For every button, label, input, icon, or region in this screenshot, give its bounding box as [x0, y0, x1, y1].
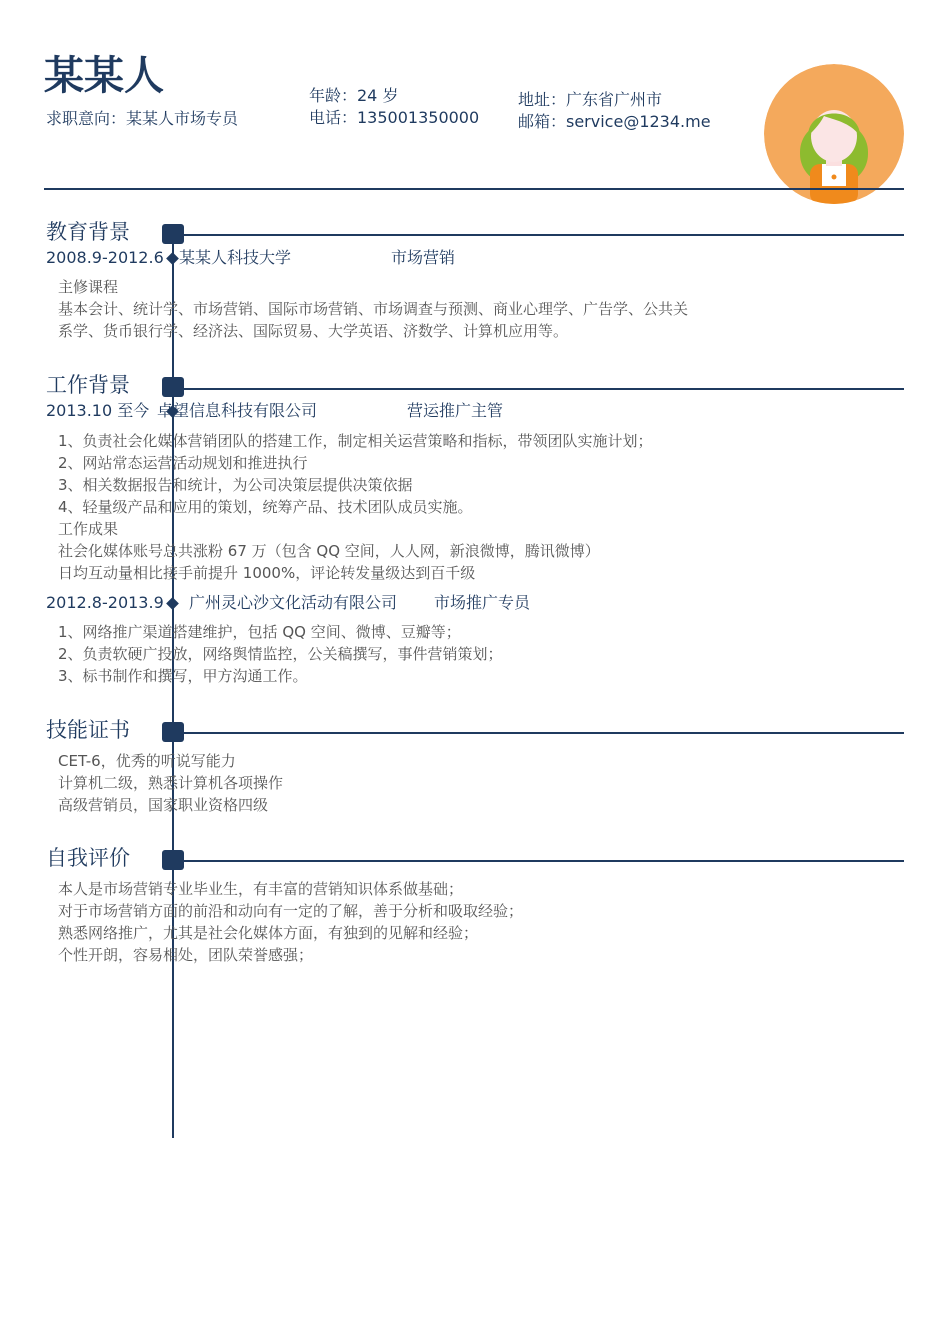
- job1-line: 工作成果: [58, 520, 119, 538]
- section-title-work: 工作背景: [46, 373, 130, 397]
- section-title-skills: 技能证书: [46, 718, 130, 742]
- job2-details: [58, 621, 503, 687]
- job2-line: 1、网络推广渠道搭建维护，包括 QQ 空间、微博、豆瓣等；: [58, 623, 461, 641]
- job1-company: 卓望信息科技有限公司: [157, 401, 318, 420]
- section-divider: [184, 234, 904, 236]
- section-title-self-eval: 自我评价: [46, 846, 130, 870]
- job1-line: 3、相关数据报告和统计，为公司决策层提供决策依据: [58, 476, 413, 494]
- job1-period: 2013.10 至今: [46, 401, 150, 420]
- section-marker: [162, 722, 184, 742]
- section-marker: [162, 850, 184, 870]
- skills-details: [58, 750, 283, 816]
- skill-line: CET-6，优秀的听说写能力: [58, 752, 236, 770]
- edu-line: 系学、货币银行学、经济法、国际贸易、大学英语、济数学、计算机应用等。: [58, 322, 569, 340]
- timeline-diamond: [166, 252, 179, 265]
- age-text: 年龄：24 岁: [309, 86, 399, 105]
- edu-details: [58, 276, 688, 342]
- job2-period: 2012.8-2013.9: [46, 593, 164, 612]
- header-divider: [44, 188, 904, 190]
- job1-line: 1、负责社会化媒体营销团队的搭建工作，制定相关运营策略和指标，带领团队实施计划；: [58, 432, 653, 450]
- job1-line: 4、轻量级产品和应用的策划，统筹产品、技术团队成员实施。: [58, 498, 473, 516]
- section-marker: [162, 224, 184, 244]
- timeline-diamond: [166, 597, 179, 610]
- section-divider: [184, 388, 904, 390]
- skill-line: 高级营销员，国家职业资格四级: [58, 796, 269, 814]
- self-eval-line: 熟悉网络推广，尤其是社会化媒体方面，有独到的见解和经验；: [58, 924, 479, 942]
- phone-text: 电话：135001350000: [309, 108, 480, 127]
- edu-line: 基本会计、统计学、市场营销、国际市场营销、市场调查与预测、商业心理学、广告学、公共关: [58, 300, 689, 318]
- edu-school: 某某人科技大学: [179, 248, 292, 267]
- section-divider: [184, 732, 904, 734]
- email-text: 邮箱：service@1234.me: [518, 112, 711, 131]
- job2-line: 2、负责软硬广投放，网络舆情监控，公关稿撰写，事件营销策划；: [58, 645, 503, 663]
- section-title-education: 教育背景: [46, 220, 130, 244]
- skill-line: 计算机二级，熟悉计算机各项操作: [58, 774, 284, 792]
- avatar: [764, 64, 904, 204]
- candidate-name: 某某人: [44, 53, 164, 99]
- self-eval-line: 本人是市场营销专业毕业生，有丰富的营销知识体系做基础；: [58, 880, 464, 898]
- job1-details: [58, 430, 653, 584]
- job2-line: 3、标书制作和撰写，甲方沟通工作。: [58, 667, 308, 685]
- section-divider: [184, 860, 904, 862]
- self-eval-details: [58, 878, 523, 966]
- job1-line: 2、网站常态运营活动规划和推进执行: [58, 454, 308, 472]
- edu-major: 市场营销: [391, 248, 456, 267]
- job-intent: 求职意向：某某人市场专员: [46, 109, 239, 128]
- address-text: 地址：广东省广州市: [518, 90, 663, 109]
- job1-role: 营运推广主管: [407, 401, 504, 420]
- section-marker: [162, 377, 184, 397]
- self-eval-line: 个性开朗，容易相处，团队荣誉感强；: [58, 946, 314, 964]
- job2-role: 市场推广专员: [434, 593, 531, 612]
- edu-period: 2008.9-2012.6: [46, 248, 164, 267]
- self-eval-line: 对于市场营销方面的前沿和动向有一定的了解，善于分析和吸取经验；: [58, 902, 524, 920]
- job1-line: 社会化媒体账号总共涨粉 67 万（包含 QQ 空间，人人网，新浪微博，腾讯微博）: [58, 542, 600, 560]
- job2-company: 广州灵心沙文化活动有限公司: [189, 593, 398, 612]
- edu-line: 主修课程: [58, 278, 119, 296]
- job1-line: 日均互动量相比接手前提升 1000%，评论转发量级达到百千级: [58, 564, 476, 582]
